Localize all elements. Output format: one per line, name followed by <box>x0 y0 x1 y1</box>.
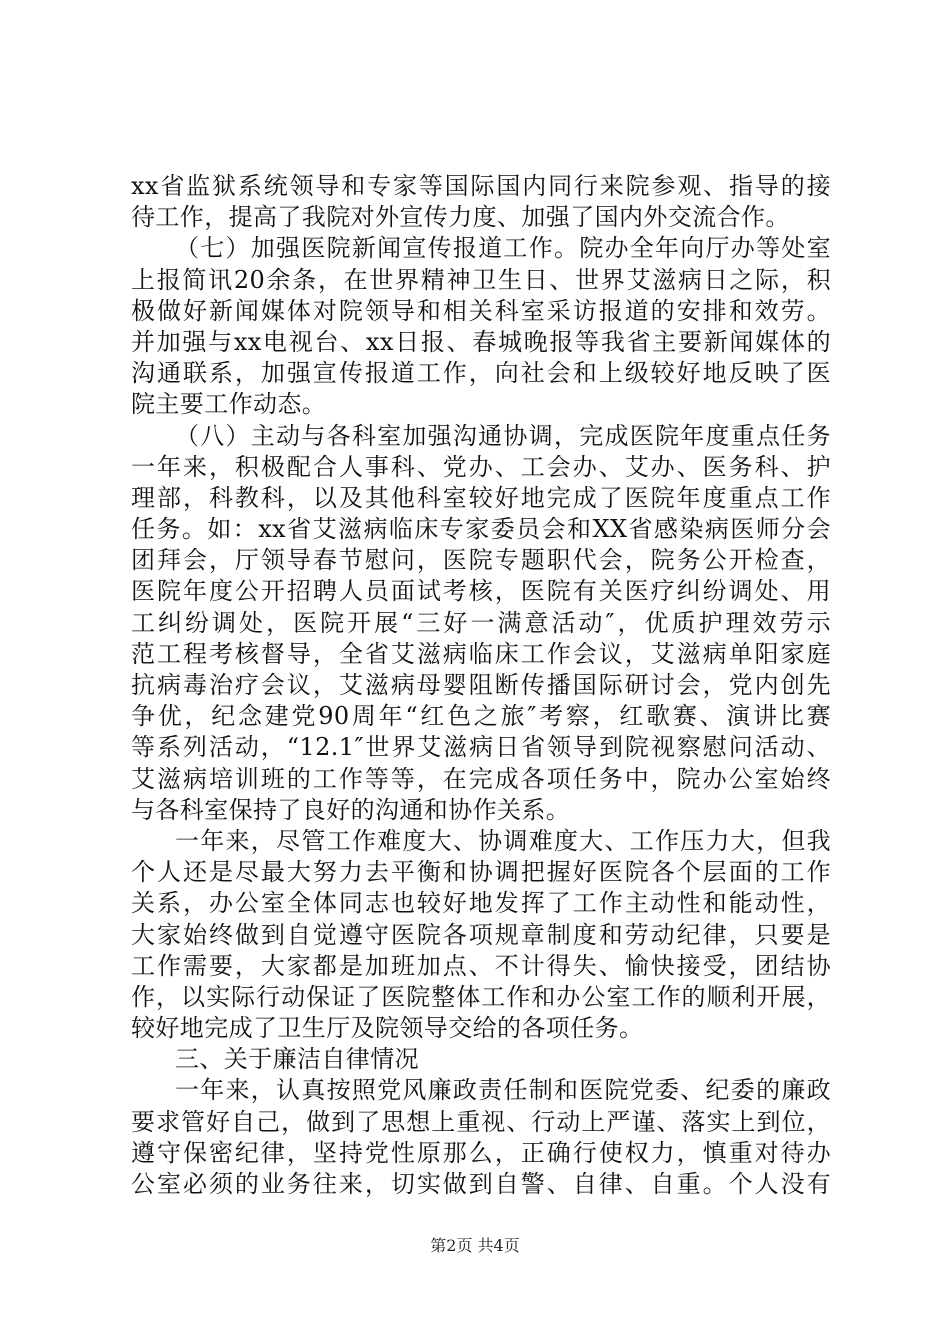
text-line: （八）主动与各科室加强沟通协调，完成医院年度重点任务 <box>175 421 831 450</box>
text-line: 极做好新闻媒体对院领导和相关科室采访报道的安排和效劳。 <box>131 296 831 325</box>
text-line: 并加强与xx电视台、xx日报、春城晚报等我省主要新闻媒体的 <box>131 327 831 356</box>
text-line: 较好地完成了卫生厅及院领导交给的各项任务。 <box>131 1014 644 1043</box>
text-line: 工纠纷调处，医院开展“三好一满意活动″，优质护理效劳示 <box>131 608 831 637</box>
text-line: 工作需要，大家都是加班加点、不计得失、愉快接受，团结协 <box>131 951 831 980</box>
text-line: 大家始终做到自觉遵守医院各项规章制度和劳动纪律，只要是 <box>131 920 831 949</box>
text-line: 个人还是尽最大努力去平衡和协调把握好医院各个层面的工作 <box>131 858 831 887</box>
text-line: 作，以实际行动保证了医院整体工作和办公室工作的顺利开展， <box>131 982 831 1011</box>
text-line: 艾滋病培训班的工作等等，在完成各项任务中，院办公室始终 <box>131 764 831 793</box>
text-line: 医院年度公开招聘人员面试考核，医院有关医疗纠纷调处、用 <box>131 577 831 606</box>
text-line: 一年来，尽管工作难度大、协调难度大、工作压力大，但我 <box>175 826 831 855</box>
text-line: 争优，纪念建党90周年“红色之旅″考察，红歌赛、演讲比赛 <box>131 702 831 731</box>
text-line: 任务。如：xx省艾滋病临床专家委员会和XX省感染病医师分会 <box>131 515 831 544</box>
text-line: （七）加强医院新闻宣传报道工作。院办全年向厅办等处室 <box>175 234 831 263</box>
document-body <box>131 171 831 1200</box>
page-footer: 第2页 共4页 <box>430 1236 520 1255</box>
text-line: 一年来，积极配合人事科、党办、工会办、艾办、医务科、护 <box>131 452 831 481</box>
text-line: 范工程考核督导，全省艾滋病临床工作会议，艾滋病单阳家庭 <box>131 639 831 668</box>
text-line: xx省监狱系统领导和专家等国际国内同行来院参观、指导的接 <box>131 172 831 200</box>
text-line: 三、关于廉洁自律情况 <box>175 1045 419 1074</box>
text-line: 关系，办公室全体同志也较好地发挥了工作主动性和能动性， <box>131 889 831 918</box>
text-line: 待工作，提高了我院对外宣传力度、加强了国内外交流合作。 <box>131 203 790 232</box>
text-line: 理部，科教科，以及其他科室较好地完成了医院年度重点工作 <box>131 483 831 512</box>
text-line: 沟通联系，加强宣传报道工作，向社会和上级较好地反映了医 <box>131 359 831 388</box>
text-line: 公室必须的业务往来，切实做到自警、自律、自重。个人没有 <box>131 1170 831 1198</box>
text-line: 团拜会，厅领导春节慰问，医院专题职代会，院务公开检查， <box>131 546 831 575</box>
text-line: 等系列活动，“12.1″世界艾滋病日省领导到院视察慰问活动、 <box>131 733 831 762</box>
text-line: 一年来，认真按照党风廉政责任制和医院党委、纪委的廉政 <box>175 1076 831 1105</box>
text-line: 与各科室保持了良好的沟通和协作关系。 <box>131 795 571 824</box>
text-line: 要求管好自己，做到了思想上重视、行动上严谨、落实上到位， <box>131 1107 831 1136</box>
text-line: 遵守保密纪律，坚持党性原那么，正确行使权力，慎重对待办 <box>131 1138 831 1167</box>
text-line: 抗病毒治疗会议，艾滋病母婴阻断传播国际研讨会，党内创先 <box>131 671 831 699</box>
text-line: 院主要工作动态。 <box>131 390 327 419</box>
text-line: 上报简讯20余条，在世界精神卫生日、世界艾滋病日之际，积 <box>131 265 831 294</box>
